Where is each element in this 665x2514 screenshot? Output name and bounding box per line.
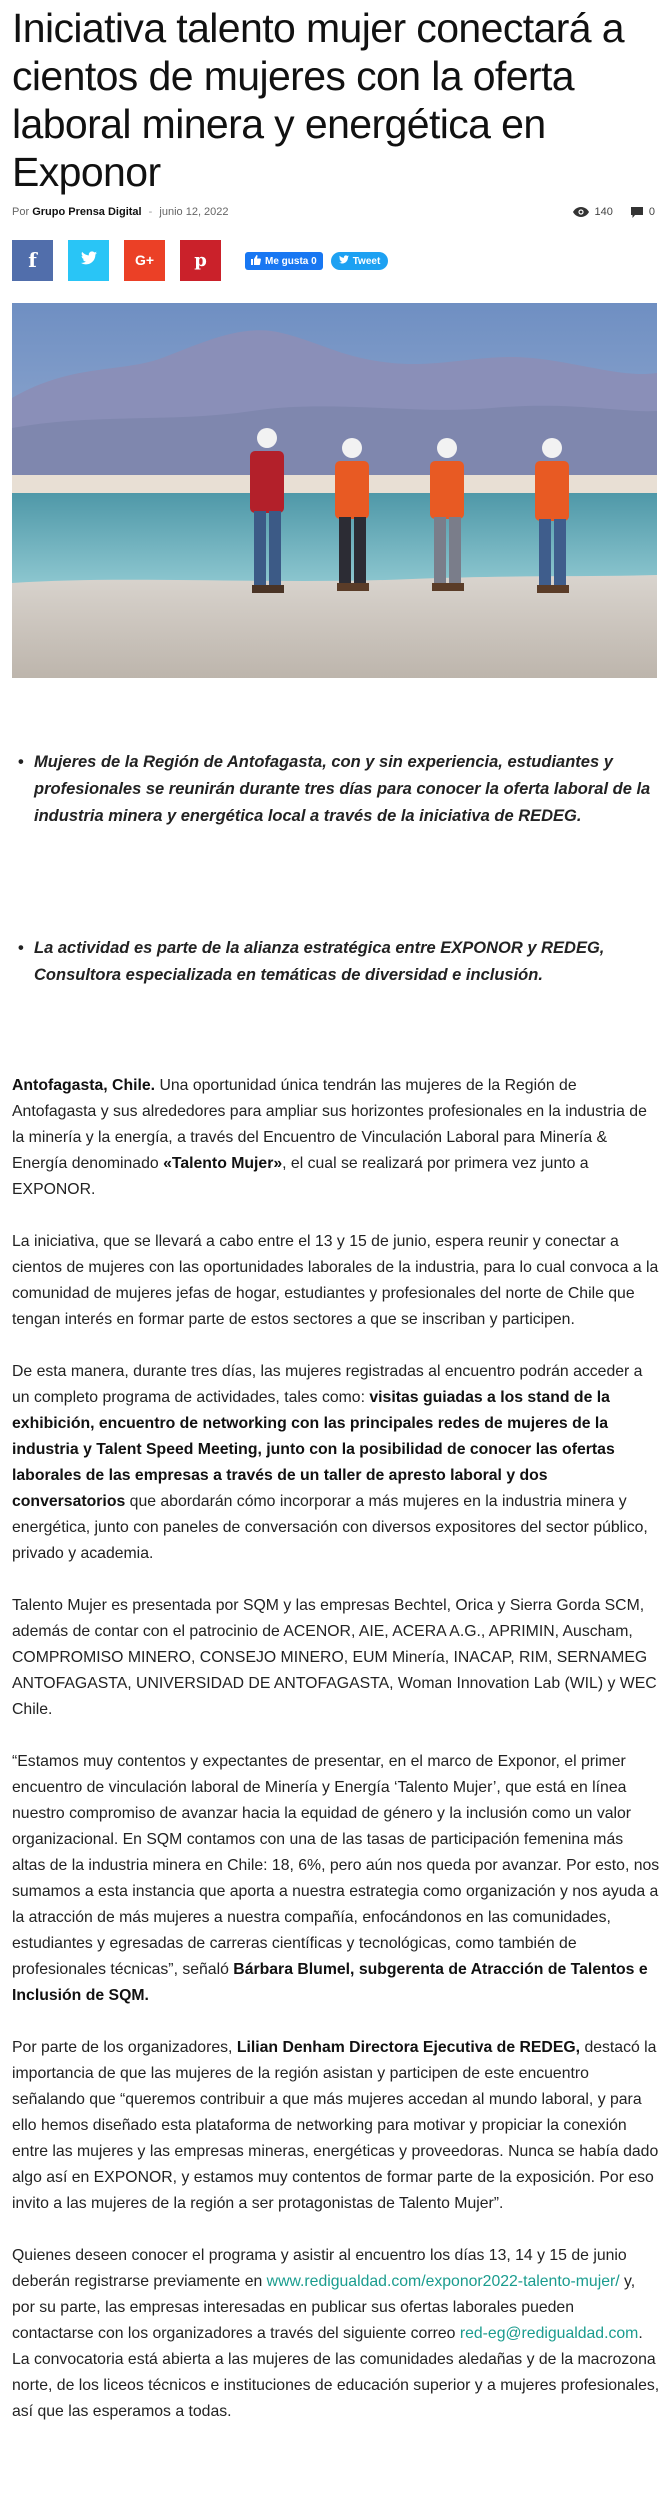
paragraph-text: “Estamos muy contentos y expectantes de presentar, en el marco de Exponor, el primer encuentro de vinculación laboral de Minería y Energía ‘Talento Mujer’, que está en línea nuestro compromiso de avanzar hacia la equidad de género y la inclusión como un valor organizacional. En SQM contamos con una de las tasas de participación femenina más altas de la industria minera en Chile: 18, 6%, pero aún nos queda por avanzar. Por esto, nos sumamos a esta instancia que aporta a nuestra estrategia como organización y nos ayuda a la atracción de más mujeres a nuestra compañía, enfocándonos en las comunidades, estudiantes y egresadas de carreras científicas y tecnológicas, como también de profesionales técnicas”, señaló: [12, 1753, 660, 1978]
registration-link[interactable]: www.redigualdad.com/exponor2022-talento-mujer/: [266, 2273, 620, 2290]
date-separator: -: [148, 206, 153, 218]
paragraph-emphasis: visitas guiadas a los stand de la exhibición, encuentro de networking con las principales redes de mujeres de la industria y Talent Speed Meeting, junto con la posibilidad de conocer las ofertas laborales de las empresas a través de un taller de apresto laboral y dos conversatorios: [12, 1389, 615, 1510]
bullet-dot-icon: •: [18, 753, 24, 771]
article-title: Iniciativa talento mujer conectará a cientos de mujeres con la oferta laboral minera y energética en Exponor: [12, 5, 624, 195]
eye-icon: [573, 207, 589, 217]
twitter-share-button[interactable]: [68, 240, 109, 281]
email-link[interactable]: red-eg@redigualdad.com: [459, 2325, 639, 2342]
paragraph-text: y, por su parte, las empresas interesadas en publicar sus ofertas laborales pueden contactarse con los organizadores a través del siguiente correo: [12, 2273, 636, 2342]
social-counters: [245, 252, 388, 270]
paragraph-text: . La convocatoria está abierta a las mujeres de las comunidades aledañas y de la macrozona norte, de los liceos técnicos e instituciones de educación superior y a mujeres profesionales, así que las esperamos a todas.: [12, 2325, 660, 2420]
facebook-share-button[interactable]: [12, 240, 53, 281]
twitter-bird-icon: [339, 255, 349, 267]
publish-date: junio 12, 2022: [159, 206, 229, 218]
author-link[interactable]: Grupo Prensa Digital: [32, 206, 142, 218]
views-stat: [573, 204, 613, 220]
speaker-credit: Bárbara Blumel, subgerenta de Atracción de Talentos e Inclusión de SQM.: [12, 1961, 648, 2004]
facebook-like-button[interactable]: [245, 252, 323, 270]
article-stats: [573, 204, 655, 220]
featured-image: [12, 303, 657, 678]
paragraph: [12, 1359, 660, 1567]
paragraph-text: , el cual se realizará por primera vez junto a EXPONOR.: [12, 1155, 589, 1198]
pinterest-share-button[interactable]: [180, 240, 221, 281]
highlight-list-2: [12, 935, 657, 989]
facebook-icon: f: [28, 248, 37, 272]
pinterest-icon: p: [194, 249, 207, 271]
paragraph-text: Quienes deseen conocer el programa y asistir al encuentro los días 13, 14 y 15 de junio deberán registrarse previamente en: [12, 2247, 627, 2290]
paragraph-text: que abordarán cómo incorporar a más mujeres en la industria minera y energética, junto con paneles de conversación con diversos expositores del sector público, privado y academia.: [12, 1493, 648, 1562]
paragraph-text: De esta manera, durante tres días, las mujeres registradas al encuentro podrán acceder a un completo programa de actividades, tales como:: [12, 1363, 643, 1406]
paragraph: [12, 2035, 660, 2217]
highlight-text: Mujeres de la Región de Antofagasta, con y sin experiencia, estudiantes y profesionales se reunirán durante tres días para conocer la oferta laboral de la industria minera y energética local a través de la iniciativa de REDEG.: [34, 753, 651, 825]
tweet-label: Tweet: [352, 255, 381, 267]
by-label: Por: [12, 206, 30, 218]
paragraph-text: Una oportunidad única tendrán las mujeres de la Región de Antofagasta y sus alrededores para ampliar sus horizontes profesionales en la industria de la minería y la energía, a través del Encuentro de Vinculación Laboral para Minería & Energía denominado: [12, 1077, 647, 1172]
highlight-item: [12, 935, 657, 989]
thumbs-up-icon: [251, 255, 261, 268]
highlight-text: La actividad es parte de la alianza estratégica entre EXPONOR y REDEG, Consultora especializada en temáticas de diversidad e inclusión.: [34, 939, 605, 984]
article-body: [12, 1073, 660, 2451]
article-meta: [12, 204, 657, 220]
like-label: Me gusta 0: [265, 255, 317, 267]
comments-stat[interactable]: [631, 204, 655, 220]
paragraph: [12, 1073, 660, 1203]
speaker-credit: Lilian Denham Directora Ejecutiva de REDEG,: [236, 2039, 581, 2056]
paragraph: [12, 1749, 660, 2009]
dateline: Antofagasta, Chile.: [12, 1077, 156, 1094]
google-plus-share-button[interactable]: [124, 240, 165, 281]
paragraph-text: Por parte de los organizadores,: [12, 2039, 237, 2056]
comments-count: 0: [648, 206, 655, 218]
paragraph-text: destacó la importancia de que las mujeres de la región asistan y participen de este encuentro señalando que “queremos contribuir a que más mujeres accedan al mundo laboral, y para ello hemos diseñado esta plataforma de networking para motivar y propiciar la conexión entre las mujeres y las empresas mineras, energéticas y proveedoras. Nunca se había dado algo así en EXPONOR, y estamos muy contentos de formar parte de la exposición. Por eso invito a las mujeres de la región a ser protagonistas de Talento Mujer”.: [12, 2039, 659, 2212]
paragraph: Talento Mujer es presentada por SQM y las empresas Bechtel, Orica y Sierra Gorda SCM, además de contar con el patrocinio de ACENOR, AIE, ACERA A.G., APRIMIN, Auscham, COMPROMISO MINERO, CONSEJO MINERO, EUM Minería, INACAP, RIM, SERNAMEG ANTOFAGASTA, UNIVERSIDAD DE ANTOFAGASTA, Woman Innovation Lab (WIL) y WEC Chile.: [12, 1597, 657, 1718]
share-buttons: [12, 240, 236, 280]
paragraph: La iniciativa, que se llevará a cabo entre el 13 y 15 de junio, espera reunir y conectar a cientos de mujeres con las oportunidades laborales de la industria, para lo cual convoca a la comunidad de mujeres jefas de hogar, estudiantes y profesionales del norte de Chile que tengan interés en formar parte de estos sectores a que se inscriban y participen.: [12, 1233, 659, 1328]
views-count: 140: [594, 206, 613, 218]
paragraph: [12, 2243, 660, 2425]
highlight-list-1: [12, 749, 657, 830]
tweet-button[interactable]: [331, 252, 389, 270]
comment-icon: [631, 207, 643, 218]
highlight-item: [12, 749, 657, 830]
twitter-icon: [81, 251, 97, 270]
event-name: «Talento Mujer»: [163, 1155, 283, 1172]
bullet-dot-icon: •: [18, 939, 24, 957]
google-plus-icon: G+: [134, 252, 155, 268]
